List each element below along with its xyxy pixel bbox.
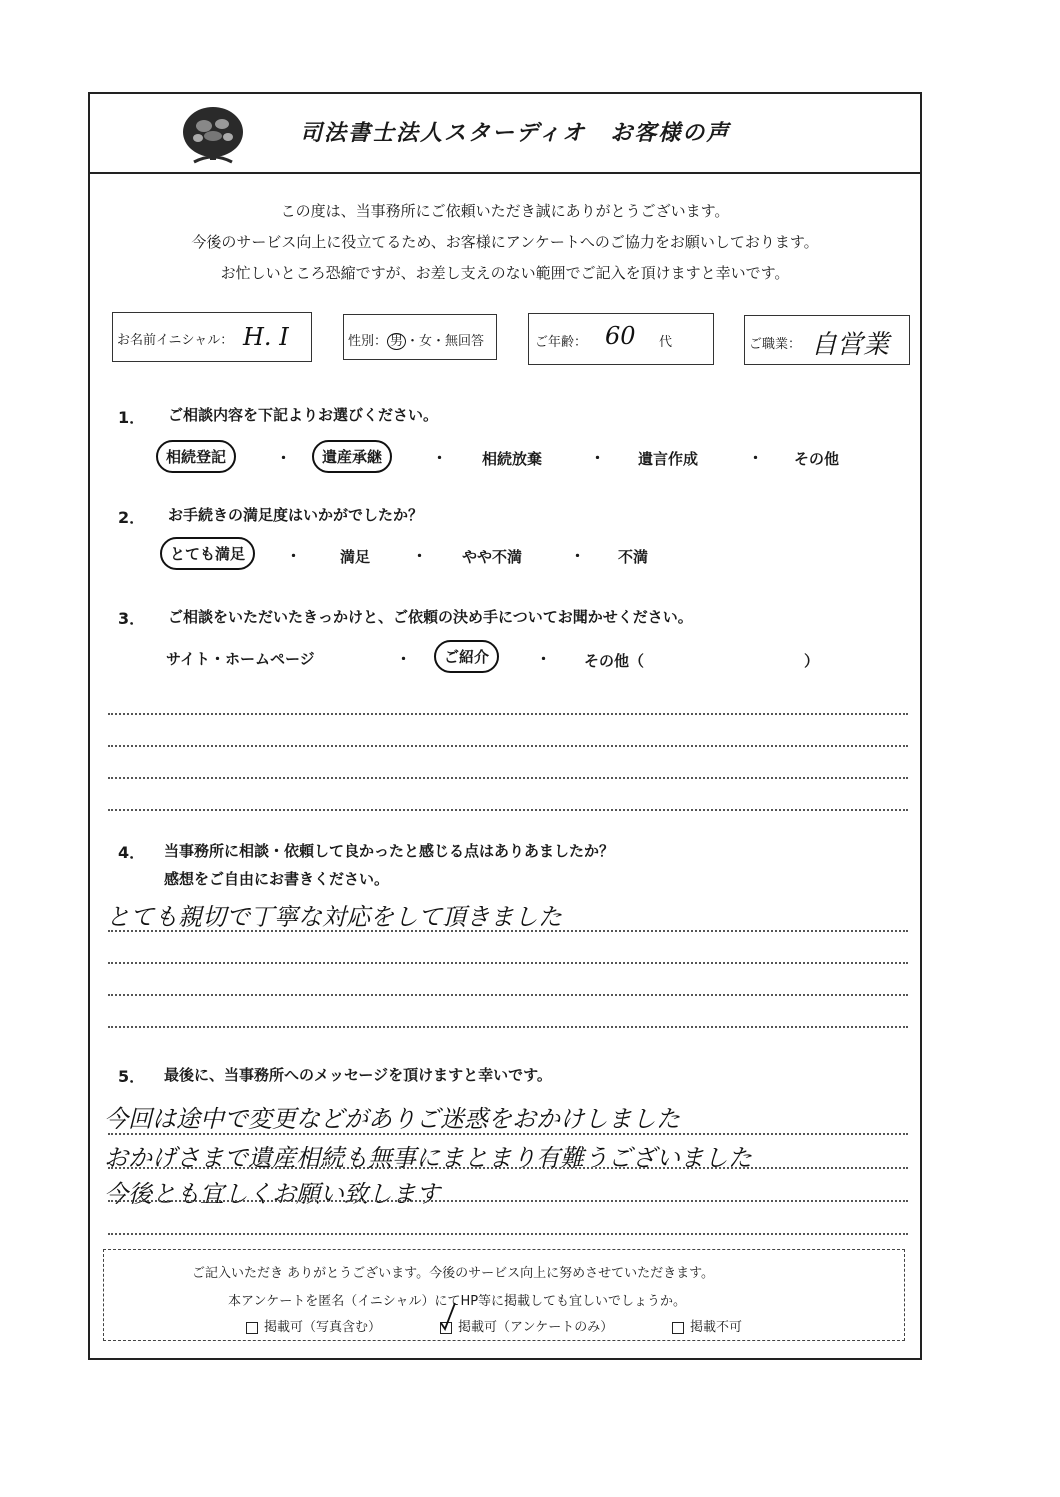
gender-other-options: ・女・無回答 <box>406 334 485 349</box>
q3-option-3: その他（ <box>584 652 645 670</box>
initial-label: お名前イニシャル： <box>117 333 234 348</box>
separator-dot: ・ <box>286 547 302 565</box>
q3-option-1: サイト・ホームページ <box>166 650 315 668</box>
q4-answer: とても親切で丁寧な対応をして頂きました <box>106 903 562 931</box>
q2-text: お手続きの満足度はいかがでしたか？ <box>168 506 424 524</box>
age-label: ご年齢： <box>535 335 588 350</box>
occupation-value: 自営業 <box>811 330 890 360</box>
q3-answer-line <box>108 777 908 779</box>
header-divider <box>88 172 922 174</box>
separator-dot: ・ <box>412 547 428 565</box>
intro-line-2: 今後のサービス向上に役立てるため、お客様にアンケートへのご協力をお願いしております。 <box>191 233 819 251</box>
footer-question: 本アンケートを匿名（イニシャル）にてHP等に掲載しても宜しいでしょうか。 <box>228 1294 687 1309</box>
consent-option-2-label: 掲載可（アンケートのみ） <box>458 1320 614 1335</box>
initial-value: H. I <box>243 323 289 351</box>
q3-answer-line <box>108 809 908 811</box>
q5-number: 5． <box>118 1067 146 1086</box>
q5-answer-line-2: おかげさまで遺産相続も無事にまとまり有難うございました <box>104 1144 752 1172</box>
gender-label: 性別： <box>348 334 388 349</box>
q3-option-2-selected: ご紹介 <box>434 640 499 673</box>
page-title: 司法書士法人スターディオ お客様の声 <box>300 121 731 146</box>
consent-option-3-label: 掲載不可 <box>690 1320 743 1335</box>
separator-dot: ・ <box>570 547 586 565</box>
q3-answer-line <box>108 713 908 715</box>
q3-number: 3． <box>118 609 146 628</box>
q1-number: 1． <box>118 408 146 427</box>
intro-line-3: お忙しいところ恐縮ですが、お差し支えのない範囲でご記入を頂けますと幸いです。 <box>220 264 790 282</box>
q5-answer-line-3: 今後とも宜しくお願い致します <box>104 1180 440 1208</box>
q2-number: 2． <box>118 508 146 527</box>
gender-box <box>343 314 497 360</box>
q4-answer-line <box>108 930 908 932</box>
q1-option-2-selected: 遺産承継 <box>312 440 392 473</box>
q5-text: 最後に、当事務所へのメッセージを頂けますと幸いです。 <box>164 1066 552 1084</box>
q1-option-1-selected: 相続登記 <box>156 440 236 473</box>
consent-option-2[interactable] <box>440 1316 613 1335</box>
intro-line-1: この度は、当事務所にご依頼いただき誠にありがとうございます。 <box>280 202 730 220</box>
q2-option-3: やや不満 <box>462 548 523 566</box>
initial-box <box>112 312 312 362</box>
consent-option-1[interactable] <box>246 1316 381 1335</box>
age-box <box>528 313 714 365</box>
q4-answer-line <box>108 962 908 964</box>
q5-answer-line <box>108 1200 908 1202</box>
q5-answer-line-1: 今回は途中で変更などがありご迷惑をおかけしました <box>104 1105 680 1133</box>
separator-dot: ・ <box>748 449 764 467</box>
q3-answer-line <box>108 745 908 747</box>
q4-subtext: 感想をご自由にお書きください。 <box>164 870 390 888</box>
consent-option-3[interactable] <box>672 1316 742 1335</box>
q4-answer-line <box>108 994 908 996</box>
occupation-box <box>744 315 910 365</box>
q3-close-paren: ） <box>804 652 820 670</box>
q1-text: ご相談内容を下記よりお選びください。 <box>168 406 439 424</box>
occupation-label: ご職業： <box>749 337 802 352</box>
q5-answer-line <box>108 1133 908 1135</box>
checkbox-icon[interactable] <box>246 1322 258 1334</box>
q2-option-1-selected: とても満足 <box>160 537 255 570</box>
q1-option-5: その他 <box>794 450 840 468</box>
q4-text: 当事務所に相談・依頼して良かったと感じる点はありあましたか？ <box>164 842 615 860</box>
q4-number: 4． <box>118 843 146 862</box>
q2-option-2: 満足 <box>340 548 371 566</box>
separator-dot: ・ <box>396 650 412 668</box>
separator-dot: ・ <box>590 449 606 467</box>
age-value: 60 <box>605 322 636 350</box>
checkbox-icon[interactable] <box>672 1322 684 1334</box>
q1-option-4: 遺言作成 <box>638 450 699 468</box>
q5-answer-line <box>108 1167 908 1169</box>
tree-logo-icon <box>180 104 246 166</box>
gender-male-circled: 男 <box>387 333 406 350</box>
q4-answer-line <box>108 1026 908 1028</box>
q2-option-4: 不満 <box>618 548 649 566</box>
consent-option-1-label: 掲載可（写真含む） <box>264 1320 382 1335</box>
separator-dot: ・ <box>432 449 448 467</box>
gender-field <box>348 330 484 349</box>
age-unit: 代 <box>659 335 673 350</box>
q1-option-3: 相続放棄 <box>482 450 543 468</box>
q3-text: ご相談をいただいたきっかけと、ご依頼の決め手についてお聞かせください。 <box>168 608 693 626</box>
q5-answer-line <box>108 1233 908 1235</box>
footer-thanks: ご記入いただき ありがとうございます。今後のサービス向上に努めさせていただきます。 <box>192 1266 715 1281</box>
checkbox-checked-icon[interactable] <box>440 1322 452 1334</box>
separator-dot: ・ <box>536 650 552 668</box>
separator-dot: ・ <box>276 449 292 467</box>
